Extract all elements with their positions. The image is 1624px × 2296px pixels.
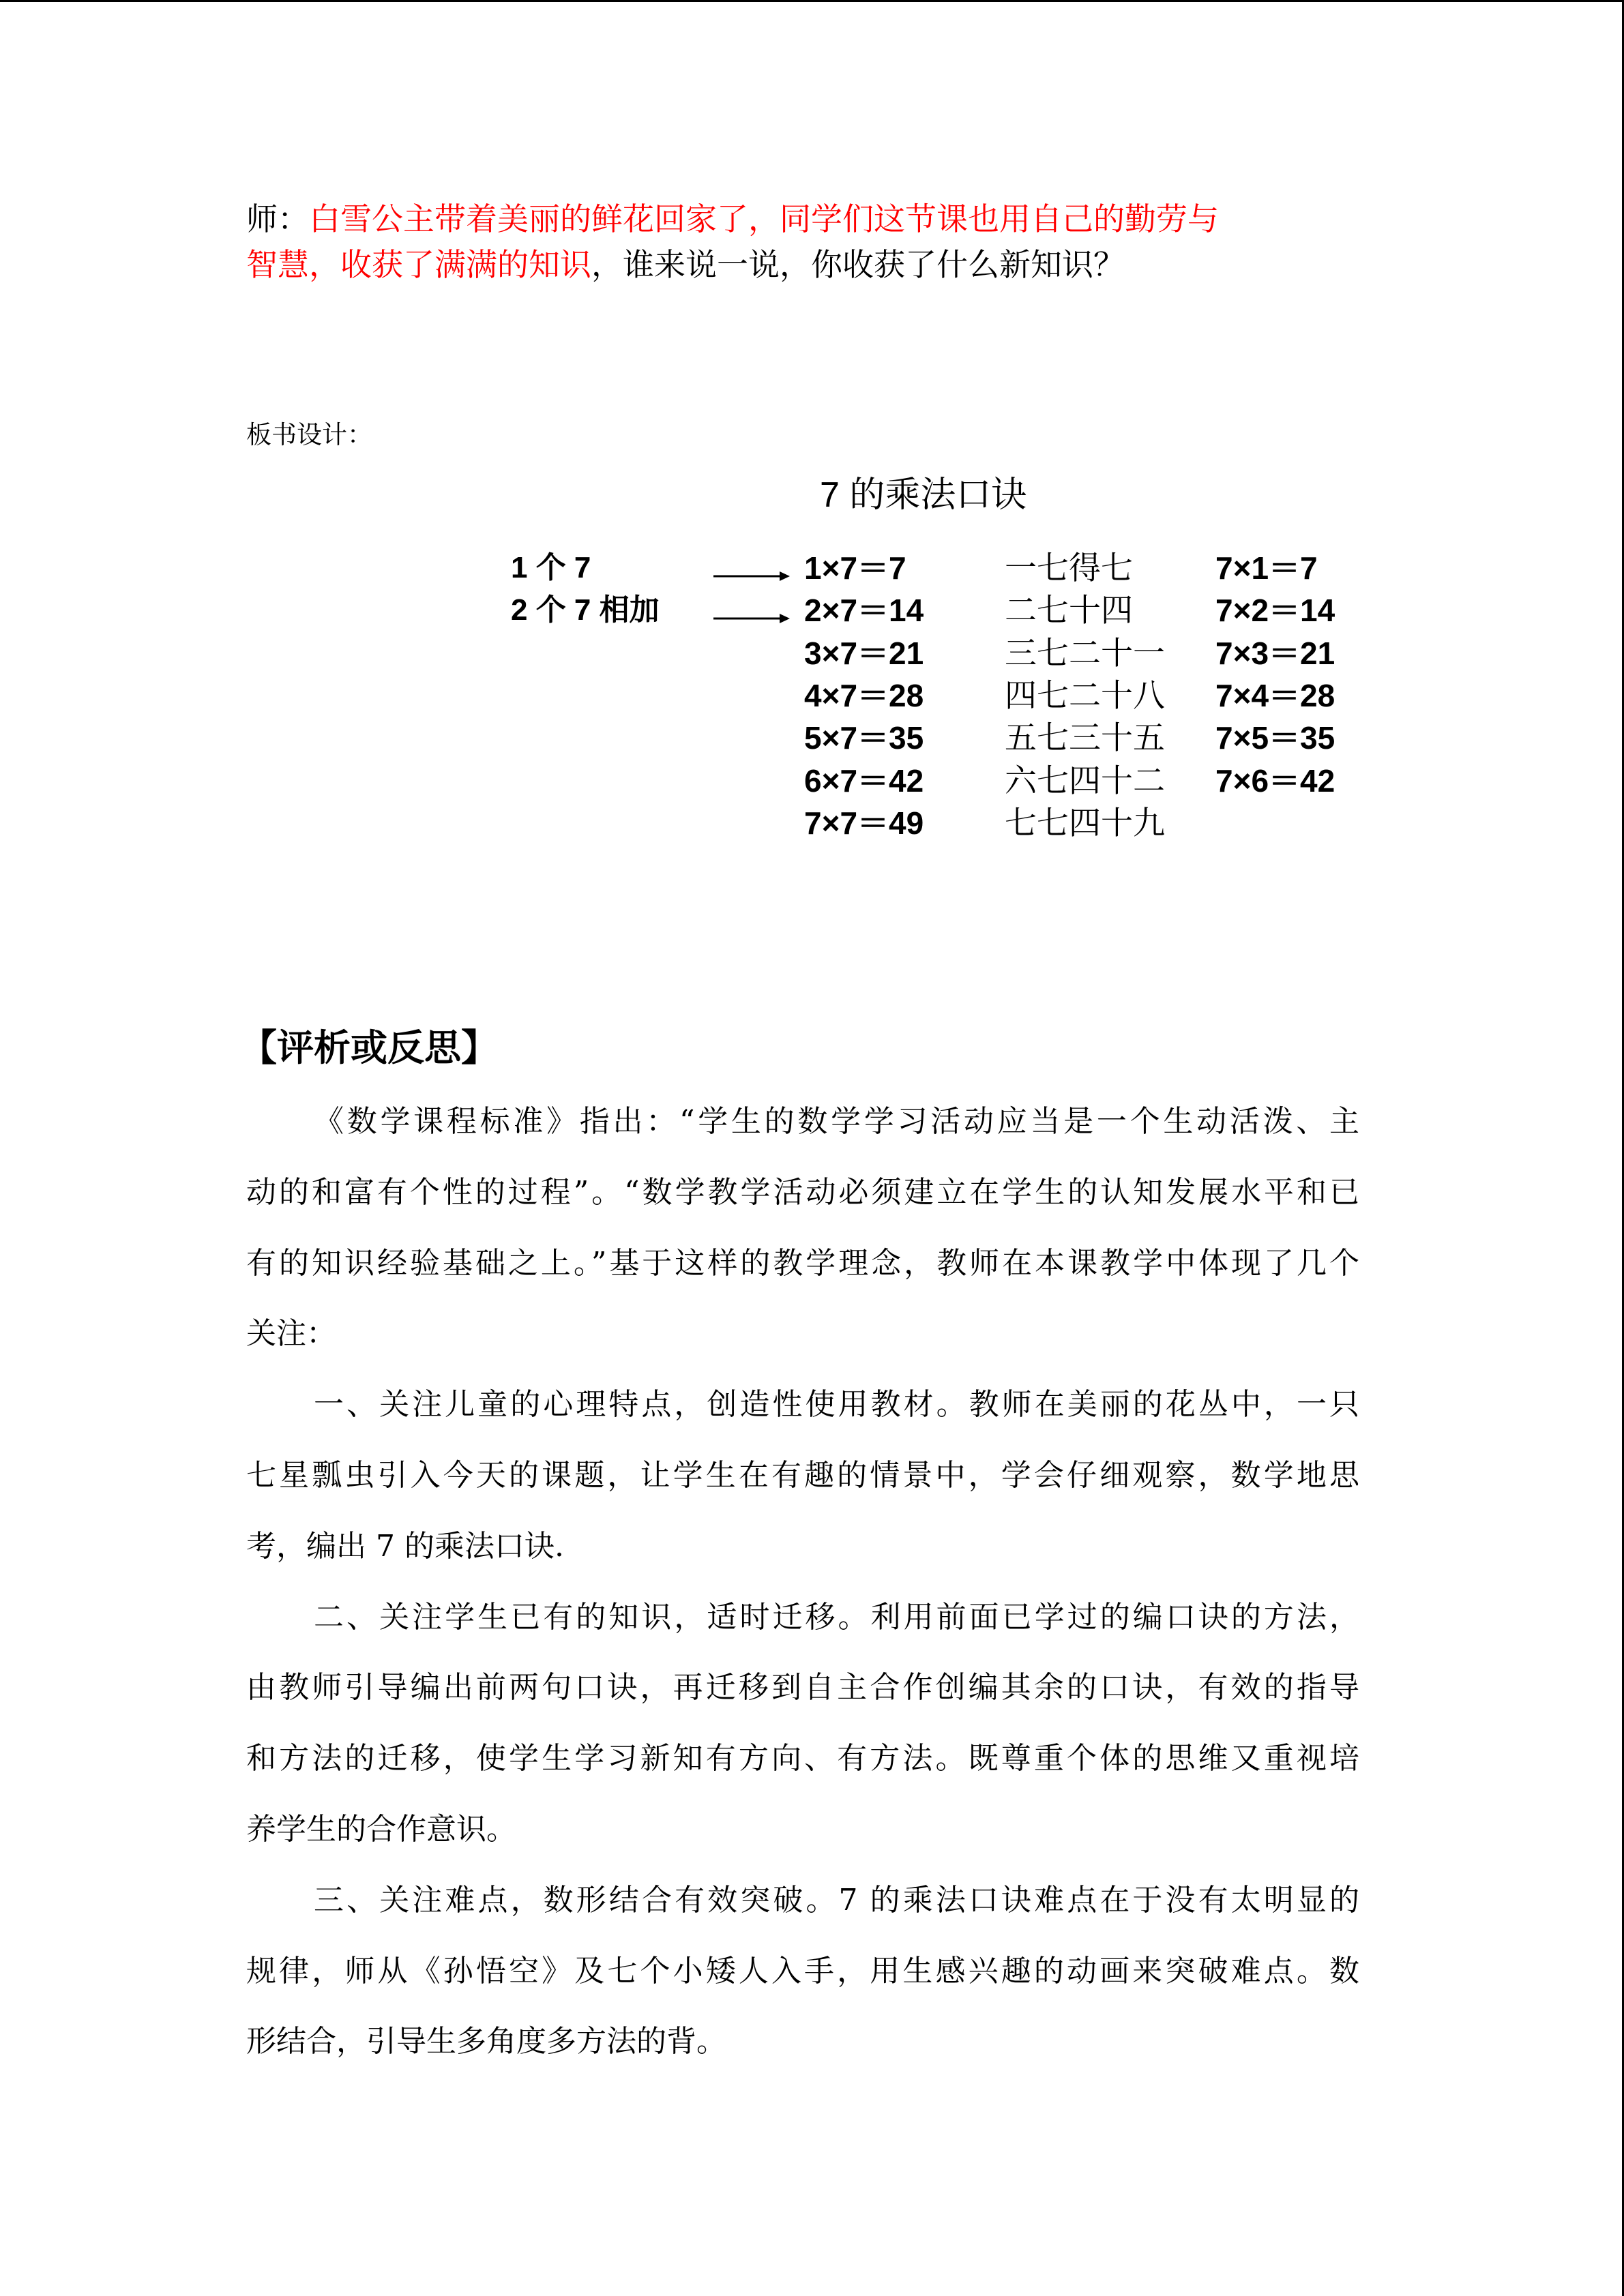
board-row xyxy=(0,802,1624,844)
commuted-equation: 7×5＝35 xyxy=(1215,720,1335,756)
board-row xyxy=(0,632,1624,674)
equation: 5×7＝35 xyxy=(804,720,924,756)
dialogue-line-1 xyxy=(246,196,1219,242)
paragraph-line: 养学生的合作意识。 xyxy=(246,1811,516,1847)
reflection-heading: 【评析或反思】 xyxy=(240,1028,498,1069)
board-note: 1 个 7 xyxy=(511,551,591,584)
paragraph-line: 有的知识经验基础之上。”基于这样的教学理念，教师在本课教学中体现了几个 xyxy=(246,1245,1359,1281)
board-row xyxy=(0,717,1624,759)
equation: 2×7＝14 xyxy=(804,593,924,629)
board-row xyxy=(0,760,1624,802)
multiplication-rhyme: 一七得七 xyxy=(1005,550,1133,586)
board-note: 2 个 7 相加 xyxy=(511,593,660,627)
board-row xyxy=(0,674,1624,717)
equation: 7×7＝49 xyxy=(804,805,924,841)
paragraph-line: 一、关注儿童的心理特点，创造性使用教材。教师在美丽的花丛中，一只 xyxy=(314,1387,1359,1422)
plain-text: ，谁来说一说，你收获了什么新知识？ xyxy=(591,246,1125,283)
commuted-equation: 7×6＝42 xyxy=(1215,762,1335,799)
paragraph-line: 三、关注难点，数形结合有效突破。7 的乘法口诀难点在于没有太明显的 xyxy=(314,1882,1359,1918)
paragraph-line: 考，编出 7 的乘法口诀. xyxy=(246,1528,564,1564)
paragraph-line: 二、关注学生已有的知识，适时迁移。利用前面已学过的编口诀的方法， xyxy=(314,1599,1359,1635)
board-design-table xyxy=(0,547,1624,847)
speaker-label: 师： xyxy=(246,200,309,237)
paragraph xyxy=(246,1865,1359,2077)
paragraph-line: 规律，师从《孙悟空》及七个小矮人入手，用生感兴趣的动画来突破难点。数 xyxy=(246,1953,1359,1988)
dialogue-line-2 xyxy=(246,242,1219,288)
paragraph-line: 动的和富有个性的过程”。“数学教学活动必须建立在学生的认知发展水平和已 xyxy=(246,1174,1359,1210)
board-design-label: 板书设计： xyxy=(246,420,372,449)
paragraph-line: 《数学课程标准》指出：“学生的数学学习活动应当是一个生动活泼、主 xyxy=(314,1104,1359,1139)
board-row xyxy=(0,589,1624,631)
multiplication-rhyme: 二七十四 xyxy=(1005,592,1133,629)
paragraph-line: 关注： xyxy=(246,1316,336,1352)
paragraph-line: 形结合，引导生多角度多方法的背。 xyxy=(246,2024,726,2059)
multiplication-rhyme: 七七四十九 xyxy=(1005,804,1165,841)
commuted-equation: 7×1＝7 xyxy=(1215,550,1318,586)
paragraph-line: 由教师引导编出前两句口诀，再迁移到自主合作创编其余的口诀，有效的指导 xyxy=(246,1670,1359,1705)
teacher-dialogue xyxy=(246,196,1219,288)
commuted-equation: 7×3＝21 xyxy=(1215,635,1335,671)
paragraph xyxy=(246,1582,1359,1865)
multiplication-rhyme: 六七四十二 xyxy=(1005,762,1165,799)
equation: 3×7＝21 xyxy=(804,635,924,671)
highlighted-text: 白雪公主带着美丽的鲜花回家了，同学们这节课也用自己的勤劳与 xyxy=(309,200,1219,237)
equation: 4×7＝28 xyxy=(804,677,924,713)
commuted-equation: 7×4＝28 xyxy=(1215,677,1335,713)
highlighted-text: 智慧，收获了满满的知识 xyxy=(246,246,591,283)
commuted-equation: 7×2＝14 xyxy=(1215,593,1335,629)
board-row xyxy=(0,547,1624,589)
paragraph-line: 和方法的迁移，使学生学习新知有方向、有方法。既尊重个体的思维又重视培 xyxy=(246,1741,1359,1776)
reflection-body xyxy=(246,1086,1359,2077)
multiplication-rhyme: 五七三十五 xyxy=(1005,719,1165,756)
paragraph xyxy=(246,1369,1359,1581)
multiplication-rhyme: 四七二十八 xyxy=(1005,676,1165,713)
paragraph-line: 七星瓢虫引入今天的课题，让学生在有趣的情景中，学会仔细观察，数学地思 xyxy=(246,1457,1359,1493)
equation: 6×7＝42 xyxy=(804,762,924,799)
equation: 1×7＝7 xyxy=(804,550,906,586)
multiplication-rhyme: 三七二十一 xyxy=(1005,634,1165,671)
board-design-title: 7 的乘法口诀 xyxy=(820,475,1027,515)
paragraph xyxy=(246,1086,1359,1369)
